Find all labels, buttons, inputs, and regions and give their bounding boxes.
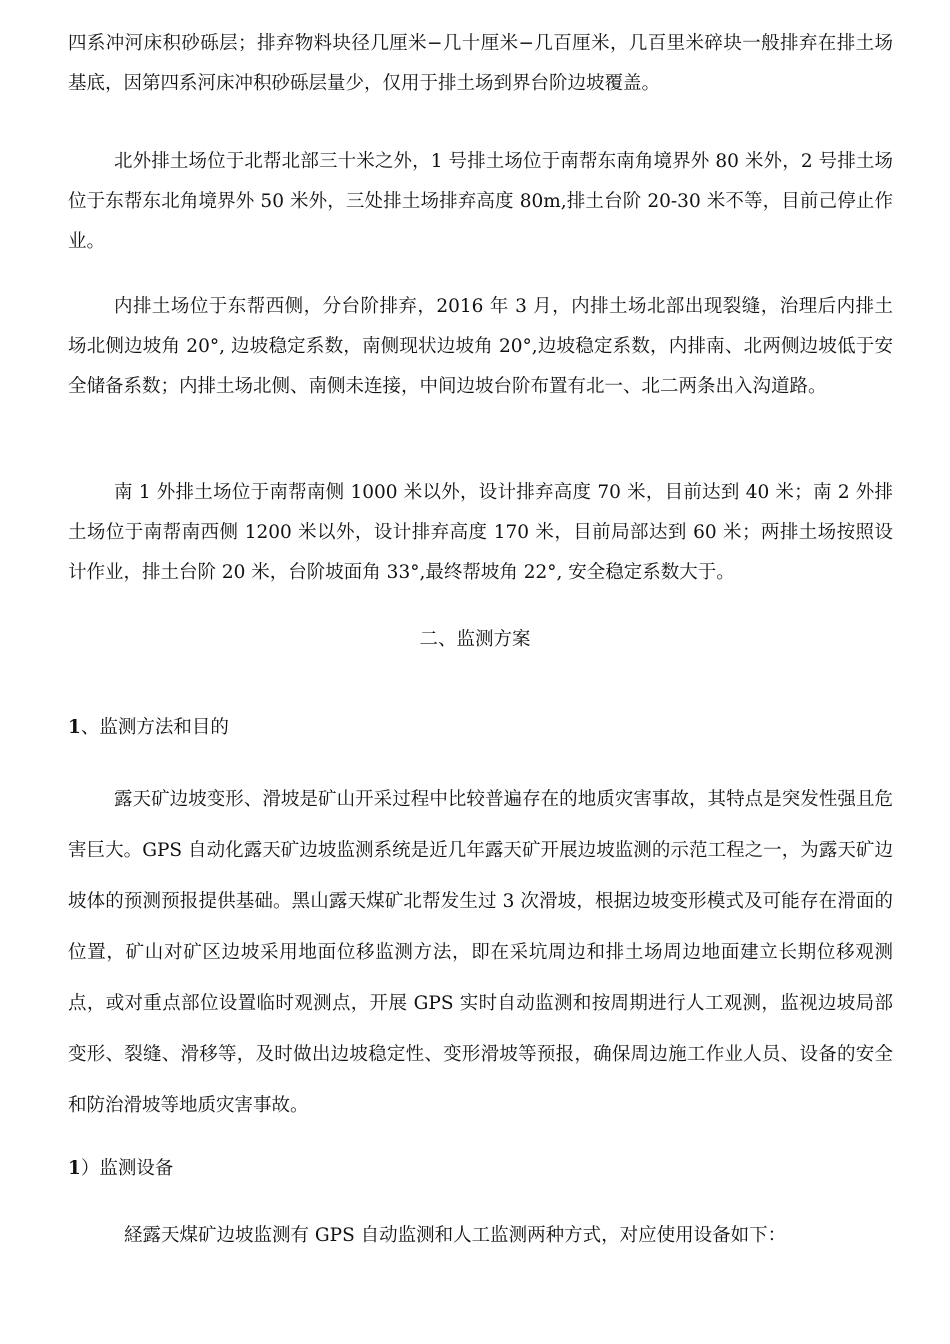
- paragraph-continuation: 四系冲河床积砂砾层；排弃物料块径几厘米−几十厘米−几百厘米，几百里米碎块一般排弃在排土场基底，因第四系河床冲积砂砾层量少，仅用于排土场到界台阶边坡覆盖。: [68, 33, 893, 94]
- paragraph-equipment-intro: 経露天煤矿边坡监测有 GPS 自动监测和人工监测两种方式，对应使用设备如下：: [124, 1225, 787, 1246]
- section-heading: 二、监测方案: [419, 629, 531, 650]
- subsection-title: 、监测方法和目的: [80, 717, 229, 738]
- paragraph-south-dumps: 南 1 外排土场位于南帮南侧 1000 米以外，设计排弃高度 70 米，目前达到 40 米；南 2 外排土场位于南帮南西侧 1200 米以外，设计排弃高度 170 米，目前局部达到 60 米；两排土场按照设计作业，排土台阶 20 米，台阶坡面角 33°,最终帮坡角 22°, 安全稳定系数大于。: [68, 482, 893, 583]
- subsection-heading-methods: [68, 713, 229, 743]
- subsection-number: 1: [68, 1158, 81, 1179]
- subsection-heading-equipment: [68, 1154, 173, 1184]
- subsection-title: ）监测设备: [80, 1158, 174, 1179]
- paragraph-inner-dump: 内排土场位于东帮西侧，分台阶排弃，2016 年 3 月，内排土场北部出现裂缝，治理后内排土场北侧边坡角 20°, 边坡稳定系数，南侧现状边坡角 20°,边坡稳定系数，内排南、北两侧边坡低于安全储备系数；内排土场北侧、南侧未连接，中间边坡台阶布置有北一、北二两条出入沟道路。: [68, 296, 893, 397]
- paragraph-monitoring-purpose: 露天矿边坡变形、滑坡是矿山开采过程中比较普遍存在的地质灾害事故，其特点是突发性强且危害巨大。GPS 自动化露天矿边坡监测系统是近几年露天矿开展边坡监测的示范工程之一，为露天矿边坡体的预测预报提供基础。黑山露天煤矿北帮发生过 3 次滑坡，根据边坡变形模式及可能存在滑面的位置，矿山对矿区边坡采用地面位移监测方法，即在采坑周边和排土场周边地面建立长期位移观测点，或对重点部位设置临时观测点，开展 GPS 实时自动监测和按周期进行人工观测，监视边坡局部变形、裂缝、滑移等，及时做出边坡稳定性、变形滑坡等预报，确保周边施工作业人员、设备的安全和防治滑坡等地质灾害事故。: [68, 789, 893, 1116]
- subsection-number: 1: [68, 717, 81, 738]
- paragraph-north-dump: 北外排土场位于北帮北部三十米之外，1 号排土场位于南帮东南角境界外 80 米外，2 号排土场位于东帮东北角境界外 50 米外，三处排土场排弃高度 80m,排土台阶 20-30 米不等，目前己停止作业。: [68, 151, 893, 252]
